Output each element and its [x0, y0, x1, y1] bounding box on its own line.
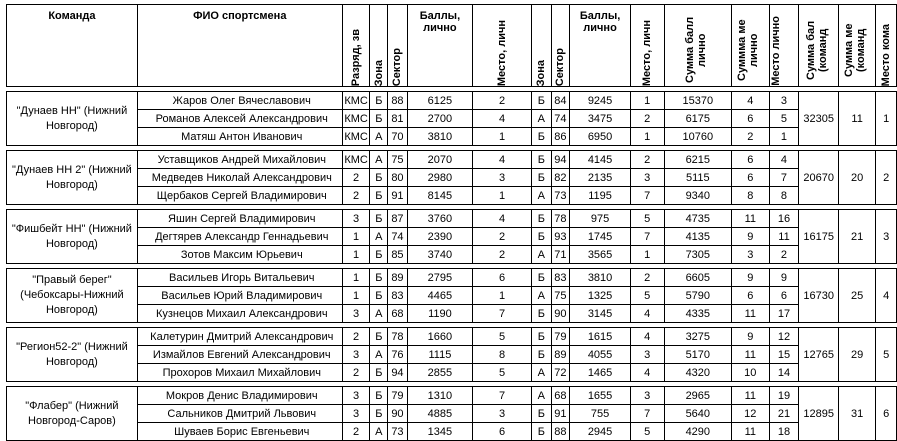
- athlete-name-cell[interactable]: Щербаков Сергей Владимирович: [137, 187, 342, 205]
- place-cell[interactable]: 2: [769, 246, 799, 264]
- place-1-cell[interactable]: 2: [473, 246, 532, 264]
- place-cell[interactable]: 6: [769, 287, 799, 305]
- athlete-name-cell[interactable]: Уставщиков Андрей Михайлович: [137, 151, 342, 169]
- sum-places-cell[interactable]: 6: [732, 151, 769, 169]
- points-1-cell[interactable]: 2795: [407, 269, 472, 287]
- place-2-cell[interactable]: 3: [630, 346, 664, 364]
- table-row: [7, 405, 897, 423]
- sector-2-cell[interactable]: 93: [551, 228, 570, 246]
- header-place[interactable]: Место лично: [769, 5, 799, 87]
- sector-2-cell[interactable]: 89: [551, 346, 570, 364]
- table-row: [7, 169, 897, 187]
- athlete-name-cell[interactable]: Медведев Николай Александрович: [137, 169, 342, 187]
- place-1-cell[interactable]: 6: [473, 269, 532, 287]
- place-cell[interactable]: 16: [769, 210, 799, 228]
- place-2-cell[interactable]: 7: [630, 187, 664, 205]
- athlete-name-cell[interactable]: Мокров Денис Владимирович: [137, 387, 342, 405]
- zone-2-cell[interactable]: А: [532, 110, 552, 128]
- header-name[interactable]: ФИО спортсмена: [137, 5, 342, 87]
- points-2-cell[interactable]: 1745: [570, 228, 631, 246]
- table-row: [7, 92, 897, 110]
- team-places-cell[interactable]: 11: [838, 92, 875, 146]
- place-1-cell[interactable]: 1: [473, 128, 532, 146]
- table-row: [7, 346, 897, 364]
- zone-2-cell[interactable]: Б: [532, 210, 552, 228]
- place-1-cell[interactable]: 7: [473, 305, 532, 323]
- athlete-name-cell[interactable]: Калетурин Дмитрий Александрович: [137, 328, 342, 346]
- points-2-cell[interactable]: 1615: [570, 328, 631, 346]
- place-cell[interactable]: 3: [769, 92, 799, 110]
- team-places-cell[interactable]: 21: [838, 210, 875, 264]
- place-2-cell[interactable]: 4: [630, 364, 664, 382]
- points-2-cell[interactable]: 2135: [570, 169, 631, 187]
- header-team-places[interactable]: Сумма ме (команд: [838, 5, 875, 87]
- points-2-cell[interactable]: 6950: [570, 128, 631, 146]
- team-places-cell[interactable]: 25: [838, 269, 875, 323]
- rank-cell[interactable]: 1: [342, 228, 370, 246]
- sector-1-cell[interactable]: 83: [388, 287, 408, 305]
- zone-2-cell[interactable]: Б: [532, 328, 552, 346]
- table-row: [7, 423, 897, 441]
- points-1-cell[interactable]: 1660: [407, 328, 472, 346]
- points-2-cell[interactable]: 1325: [570, 287, 631, 305]
- team-place-cell[interactable]: 4: [876, 269, 897, 323]
- place-1-cell[interactable]: 5: [473, 364, 532, 382]
- zone-2-cell[interactable]: Б: [532, 346, 552, 364]
- athlete-name-cell[interactable]: Прохоров Михаил Михайлович: [137, 364, 342, 382]
- athlete-name-cell[interactable]: Жаров Олег Вячеславович: [137, 92, 342, 110]
- points-1-cell[interactable]: 1345: [407, 423, 472, 441]
- sum-points-cell[interactable]: 4290: [664, 423, 732, 441]
- zone-1-cell[interactable]: А: [370, 305, 388, 323]
- rank-cell[interactable]: 3: [342, 305, 370, 323]
- team-name-cell[interactable]: "Флабер" (Нижний Новгород-Саров): [7, 387, 138, 441]
- athlete-name-cell[interactable]: Романов Алексей Александрович: [137, 110, 342, 128]
- place-2-cell[interactable]: 5: [630, 287, 664, 305]
- sum-points-cell[interactable]: 6215: [664, 151, 732, 169]
- sum-points-cell[interactable]: 15370: [664, 92, 732, 110]
- zone-2-cell[interactable]: Б: [532, 128, 552, 146]
- place-2-cell[interactable]: 1: [630, 246, 664, 264]
- zone-2-cell[interactable]: Б: [532, 269, 552, 287]
- place-1-cell[interactable]: 4: [473, 151, 532, 169]
- points-1-cell[interactable]: 6125: [407, 92, 472, 110]
- table-row: [7, 151, 897, 169]
- sum-points-cell[interactable]: 9340: [664, 187, 732, 205]
- zone-1-cell[interactable]: Б: [370, 246, 388, 264]
- sector-1-cell[interactable]: 80: [388, 169, 408, 187]
- points-2-cell[interactable]: 1655: [570, 387, 631, 405]
- place-2-cell[interactable]: 2: [630, 110, 664, 128]
- place-cell[interactable]: 7: [769, 169, 799, 187]
- points-2-cell[interactable]: 9245: [570, 92, 631, 110]
- place-1-cell[interactable]: 4: [473, 210, 532, 228]
- sector-2-cell[interactable]: 78: [551, 210, 570, 228]
- sector-2-cell[interactable]: 72: [551, 364, 570, 382]
- sum-places-cell[interactable]: 8: [732, 187, 769, 205]
- rank-cell[interactable]: КМС: [342, 92, 370, 110]
- place-2-cell[interactable]: 5: [630, 210, 664, 228]
- team-points-cell[interactable]: 16730: [799, 269, 838, 323]
- team-place-cell[interactable]: 6: [876, 387, 897, 441]
- team-places-cell[interactable]: 20: [838, 151, 875, 205]
- zone-1-cell[interactable]: Б: [370, 269, 388, 287]
- zone-1-cell[interactable]: Б: [370, 405, 388, 423]
- place-2-cell[interactable]: 1: [630, 128, 664, 146]
- place-cell[interactable]: 19: [769, 387, 799, 405]
- zone-2-cell[interactable]: А: [532, 364, 552, 382]
- athlete-name-cell[interactable]: Сальников Дмитрий Львович: [137, 405, 342, 423]
- place-cell[interactable]: 9: [769, 269, 799, 287]
- rank-cell[interactable]: 3: [342, 387, 370, 405]
- place-cell[interactable]: 8: [769, 187, 799, 205]
- table-row: [7, 328, 897, 346]
- place-cell[interactable]: 4: [769, 151, 799, 169]
- team-name-cell[interactable]: "Дунаев НН 2" (Нижний Новгород): [7, 151, 138, 205]
- athlete-name-cell[interactable]: Кузнецов Михаил Александрович: [137, 305, 342, 323]
- zone-1-cell[interactable]: Б: [370, 328, 388, 346]
- points-1-cell[interactable]: 2390: [407, 228, 472, 246]
- header-zone-2[interactable]: Зона: [532, 5, 552, 87]
- sector-1-cell[interactable]: 75: [388, 151, 408, 169]
- points-2-cell[interactable]: 4145: [570, 151, 631, 169]
- sum-points-cell[interactable]: 3275: [664, 328, 732, 346]
- sector-2-cell[interactable]: 82: [551, 169, 570, 187]
- place-2-cell[interactable]: 7: [630, 228, 664, 246]
- place-cell[interactable]: 1: [769, 128, 799, 146]
- athlete-name-cell[interactable]: Измайлов Евгений Александрович: [137, 346, 342, 364]
- team-points-cell[interactable]: 12765: [799, 328, 838, 382]
- sector-2-cell[interactable]: 94: [551, 151, 570, 169]
- sum-points-cell[interactable]: 4735: [664, 210, 732, 228]
- sector-2-cell[interactable]: 71: [551, 246, 570, 264]
- sum-points-cell[interactable]: 7305: [664, 246, 732, 264]
- table-row: [7, 110, 897, 128]
- zone-2-cell[interactable]: А: [532, 246, 552, 264]
- place-1-cell[interactable]: 6: [473, 423, 532, 441]
- zone-2-cell[interactable]: Б: [532, 151, 552, 169]
- sum-points-cell[interactable]: 4135: [664, 228, 732, 246]
- results-table: [6, 4, 897, 441]
- rank-cell[interactable]: КМС: [342, 151, 370, 169]
- points-2-cell[interactable]: 755: [570, 405, 631, 423]
- zone-1-cell[interactable]: Б: [370, 92, 388, 110]
- sector-2-cell[interactable]: 83: [551, 269, 570, 287]
- header-sum-points[interactable]: Сумма балл лично: [664, 5, 732, 87]
- points-1-cell[interactable]: 3810: [407, 128, 472, 146]
- table-row: [7, 228, 897, 246]
- zone-1-cell[interactable]: А: [370, 128, 388, 146]
- header-rank[interactable]: Разряд, зв: [342, 5, 370, 87]
- table-row: [7, 246, 897, 264]
- team-places-cell[interactable]: 29: [838, 328, 875, 382]
- zone-1-cell[interactable]: А: [370, 346, 388, 364]
- place-1-cell[interactable]: 2: [473, 92, 532, 110]
- athlete-name-cell[interactable]: Яшин Сергей Владимирович: [137, 210, 342, 228]
- sector-1-cell[interactable]: 88: [388, 92, 408, 110]
- sum-places-cell[interactable]: 11: [732, 423, 769, 441]
- header-row: [7, 5, 897, 87]
- sum-points-cell[interactable]: 10760: [664, 128, 732, 146]
- header-sector-1[interactable]: Сектор: [388, 5, 408, 87]
- points-1-cell[interactable]: 1190: [407, 305, 472, 323]
- zone-2-cell[interactable]: А: [532, 287, 552, 305]
- sector-1-cell[interactable]: 78: [388, 328, 408, 346]
- sector-2-cell[interactable]: 86: [551, 128, 570, 146]
- rank-cell[interactable]: 2: [342, 364, 370, 382]
- sum-places-cell[interactable]: 4: [732, 92, 769, 110]
- points-1-cell[interactable]: 2070: [407, 151, 472, 169]
- athlete-name-cell[interactable]: Матяш Антон Иванович: [137, 128, 342, 146]
- points-2-cell[interactable]: 1195: [570, 187, 631, 205]
- rank-cell[interactable]: 2: [342, 328, 370, 346]
- rank-cell[interactable]: 1: [342, 287, 370, 305]
- sum-points-cell[interactable]: 4335: [664, 305, 732, 323]
- rank-cell[interactable]: КМС: [342, 128, 370, 146]
- zone-1-cell[interactable]: А: [370, 151, 388, 169]
- place-1-cell[interactable]: 1: [473, 287, 532, 305]
- place-2-cell[interactable]: 4: [630, 328, 664, 346]
- sum-places-cell[interactable]: 2: [732, 128, 769, 146]
- sum-places-cell[interactable]: 10: [732, 364, 769, 382]
- zone-2-cell[interactable]: А: [532, 387, 552, 405]
- sum-points-cell[interactable]: 5115: [664, 169, 732, 187]
- zone-2-cell[interactable]: Б: [532, 405, 552, 423]
- rank-cell[interactable]: 3: [342, 210, 370, 228]
- team-name-cell[interactable]: "Регион52-2" (Нижний Новгород): [7, 328, 138, 382]
- table-row: [7, 387, 897, 405]
- zone-1-cell[interactable]: Б: [370, 169, 388, 187]
- place-cell[interactable]: 14: [769, 364, 799, 382]
- table-row: [7, 305, 897, 323]
- place-1-cell[interactable]: 4: [473, 110, 532, 128]
- points-1-cell[interactable]: 3760: [407, 210, 472, 228]
- zone-2-cell[interactable]: Б: [532, 228, 552, 246]
- sector-1-cell[interactable]: 79: [388, 387, 408, 405]
- team-place-cell[interactable]: 1: [876, 92, 897, 146]
- zone-2-cell[interactable]: Б: [532, 169, 552, 187]
- team-place-cell[interactable]: 2: [876, 151, 897, 205]
- points-2-cell[interactable]: 3475: [570, 110, 631, 128]
- table-row: [7, 287, 897, 305]
- team-name-cell[interactable]: "Правый берег" (Чебоксары-Нижний Новгород): [7, 269, 138, 323]
- team-name-cell[interactable]: "Дунаев НН" (Нижний Новгород): [7, 92, 138, 146]
- team-place-cell[interactable]: 5: [876, 328, 897, 382]
- zone-2-cell[interactable]: Б: [532, 423, 552, 441]
- header-place-1[interactable]: Место, личн: [473, 5, 532, 87]
- sector-2-cell[interactable]: 84: [551, 92, 570, 110]
- rank-cell[interactable]: 1: [342, 246, 370, 264]
- athlete-name-cell[interactable]: Васильев Юрий Владимирович: [137, 287, 342, 305]
- sector-2-cell[interactable]: 74: [551, 110, 570, 128]
- place-2-cell[interactable]: 2: [630, 269, 664, 287]
- zone-1-cell[interactable]: Б: [370, 287, 388, 305]
- points-1-cell[interactable]: 1115: [407, 346, 472, 364]
- points-2-cell[interactable]: 975: [570, 210, 631, 228]
- place-1-cell[interactable]: 3: [473, 169, 532, 187]
- place-2-cell[interactable]: 1: [630, 92, 664, 110]
- place-2-cell[interactable]: 3: [630, 387, 664, 405]
- place-2-cell[interactable]: 3: [630, 169, 664, 187]
- rank-cell[interactable]: КМС: [342, 110, 370, 128]
- header-place-2[interactable]: Место, личн: [630, 5, 664, 87]
- sector-2-cell[interactable]: 90: [551, 305, 570, 323]
- sum-places-cell[interactable]: 11: [732, 387, 769, 405]
- points-1-cell[interactable]: 2700: [407, 110, 472, 128]
- zone-2-cell[interactable]: Б: [532, 305, 552, 323]
- header-points-2[interactable]: Баллы, лично: [570, 5, 631, 87]
- place-2-cell[interactable]: 7: [630, 405, 664, 423]
- place-cell[interactable]: 17: [769, 305, 799, 323]
- sum-places-cell[interactable]: 6: [732, 287, 769, 305]
- sector-1-cell[interactable]: 73: [388, 423, 408, 441]
- team-points-cell[interactable]: 12895: [799, 387, 838, 441]
- points-1-cell[interactable]: 2855: [407, 364, 472, 382]
- sum-points-cell[interactable]: 5640: [664, 405, 732, 423]
- place-1-cell[interactable]: 2: [473, 228, 532, 246]
- place-cell[interactable]: 21: [769, 405, 799, 423]
- zone-1-cell[interactable]: Б: [370, 110, 388, 128]
- place-1-cell[interactable]: 8: [473, 346, 532, 364]
- sector-1-cell[interactable]: 70: [388, 128, 408, 146]
- points-1-cell[interactable]: 8145: [407, 187, 472, 205]
- sector-2-cell[interactable]: 88: [551, 423, 570, 441]
- rank-cell[interactable]: 3: [342, 405, 370, 423]
- sector-1-cell[interactable]: 94: [388, 364, 408, 382]
- sum-places-cell[interactable]: 12: [732, 405, 769, 423]
- athlete-name-cell[interactable]: Васильев Игорь Витальевич: [137, 269, 342, 287]
- place-1-cell[interactable]: 3: [473, 405, 532, 423]
- header-points-1[interactable]: Баллы, лично: [407, 5, 472, 87]
- sector-2-cell[interactable]: 75: [551, 287, 570, 305]
- team-points-cell[interactable]: 16175: [799, 210, 838, 264]
- sum-places-cell[interactable]: 6: [732, 110, 769, 128]
- table-row: [7, 128, 897, 146]
- place-cell[interactable]: 11: [769, 228, 799, 246]
- team-name-cell[interactable]: "Фишбейт НН" (Нижний Новгород): [7, 210, 138, 264]
- athlete-name-cell[interactable]: Шуваев Борис Евгеньевич: [137, 423, 342, 441]
- zone-1-cell[interactable]: А: [370, 423, 388, 441]
- sector-1-cell[interactable]: 74: [388, 228, 408, 246]
- sum-places-cell[interactable]: 3: [732, 246, 769, 264]
- place-cell[interactable]: 5: [769, 110, 799, 128]
- team-places-cell[interactable]: 31: [838, 387, 875, 441]
- points-2-cell[interactable]: 1465: [570, 364, 631, 382]
- place-2-cell[interactable]: 4: [630, 305, 664, 323]
- sector-1-cell[interactable]: 87: [388, 210, 408, 228]
- place-1-cell[interactable]: 1: [473, 187, 532, 205]
- sector-2-cell[interactable]: 68: [551, 387, 570, 405]
- place-cell[interactable]: 18: [769, 423, 799, 441]
- sum-places-cell[interactable]: 9: [732, 328, 769, 346]
- rank-cell[interactable]: 2: [342, 169, 370, 187]
- points-1-cell[interactable]: 4885: [407, 405, 472, 423]
- points-2-cell[interactable]: 4055: [570, 346, 631, 364]
- sum-places-cell[interactable]: 9: [732, 228, 769, 246]
- sector-1-cell[interactable]: 76: [388, 346, 408, 364]
- team-points-cell[interactable]: 32305: [799, 92, 838, 146]
- zone-2-cell[interactable]: Б: [532, 92, 552, 110]
- table-row: [7, 364, 897, 382]
- sector-1-cell[interactable]: 81: [388, 110, 408, 128]
- points-1-cell[interactable]: 4465: [407, 287, 472, 305]
- header-zone-1[interactable]: Зона: [370, 5, 388, 87]
- points-1-cell[interactable]: 3740: [407, 246, 472, 264]
- zone-1-cell[interactable]: Б: [370, 210, 388, 228]
- rank-cell[interactable]: 1: [342, 269, 370, 287]
- sum-points-cell[interactable]: 5170: [664, 346, 732, 364]
- table-row: [7, 187, 897, 205]
- table-row: [7, 210, 897, 228]
- zone-1-cell[interactable]: Б: [370, 364, 388, 382]
- sum-places-cell[interactable]: 9: [732, 269, 769, 287]
- sum-places-cell[interactable]: 11: [732, 346, 769, 364]
- sum-points-cell[interactable]: 4320: [664, 364, 732, 382]
- header-team[interactable]: Команда: [7, 5, 138, 87]
- header-team-points[interactable]: Сумма бал (команд: [799, 5, 838, 87]
- athlete-name-cell[interactable]: Зотов Максим Юрьевич: [137, 246, 342, 264]
- rank-cell[interactable]: 2: [342, 423, 370, 441]
- sum-places-cell[interactable]: 11: [732, 210, 769, 228]
- sector-1-cell[interactable]: 68: [388, 305, 408, 323]
- points-2-cell[interactable]: 3145: [570, 305, 631, 323]
- points-1-cell[interactable]: 1310: [407, 387, 472, 405]
- points-2-cell[interactable]: 2945: [570, 423, 631, 441]
- points-1-cell[interactable]: 2980: [407, 169, 472, 187]
- sum-points-cell[interactable]: 6175: [664, 110, 732, 128]
- sum-places-cell[interactable]: 6: [732, 169, 769, 187]
- place-1-cell[interactable]: 5: [473, 328, 532, 346]
- sum-places-cell[interactable]: 11: [732, 305, 769, 323]
- sum-points-cell[interactable]: 2965: [664, 387, 732, 405]
- rank-cell[interactable]: 3: [342, 346, 370, 364]
- sector-2-cell[interactable]: 79: [551, 328, 570, 346]
- header-sum-places[interactable]: Суммма ме лично: [732, 5, 769, 87]
- place-cell[interactable]: 12: [769, 328, 799, 346]
- points-2-cell[interactable]: 3810: [570, 269, 631, 287]
- sector-2-cell[interactable]: 91: [551, 405, 570, 423]
- header-team-place[interactable]: Место кома: [876, 5, 897, 87]
- place-2-cell[interactable]: 5: [630, 423, 664, 441]
- sum-points-cell[interactable]: 6605: [664, 269, 732, 287]
- sector-1-cell[interactable]: 91: [388, 187, 408, 205]
- place-cell[interactable]: 15: [769, 346, 799, 364]
- team-points-cell[interactable]: 20670: [799, 151, 838, 205]
- zone-1-cell[interactable]: А: [370, 228, 388, 246]
- sector-1-cell[interactable]: 85: [388, 246, 408, 264]
- rank-cell[interactable]: 2: [342, 187, 370, 205]
- sector-2-cell[interactable]: 73: [551, 187, 570, 205]
- sum-points-cell[interactable]: 5790: [664, 287, 732, 305]
- points-2-cell[interactable]: 3565: [570, 246, 631, 264]
- athlete-name-cell[interactable]: Дегтярев Александр Геннадьевич: [137, 228, 342, 246]
- team-place-cell[interactable]: 3: [876, 210, 897, 264]
- zone-1-cell[interactable]: Б: [370, 187, 388, 205]
- zone-2-cell[interactable]: А: [532, 187, 552, 205]
- sector-1-cell[interactable]: 90: [388, 405, 408, 423]
- header-sector-2[interactable]: Сектор: [551, 5, 570, 87]
- zone-1-cell[interactable]: Б: [370, 387, 388, 405]
- table-row: [7, 269, 897, 287]
- place-1-cell[interactable]: 7: [473, 387, 532, 405]
- sector-1-cell[interactable]: 89: [388, 269, 408, 287]
- place-2-cell[interactable]: 2: [630, 151, 664, 169]
